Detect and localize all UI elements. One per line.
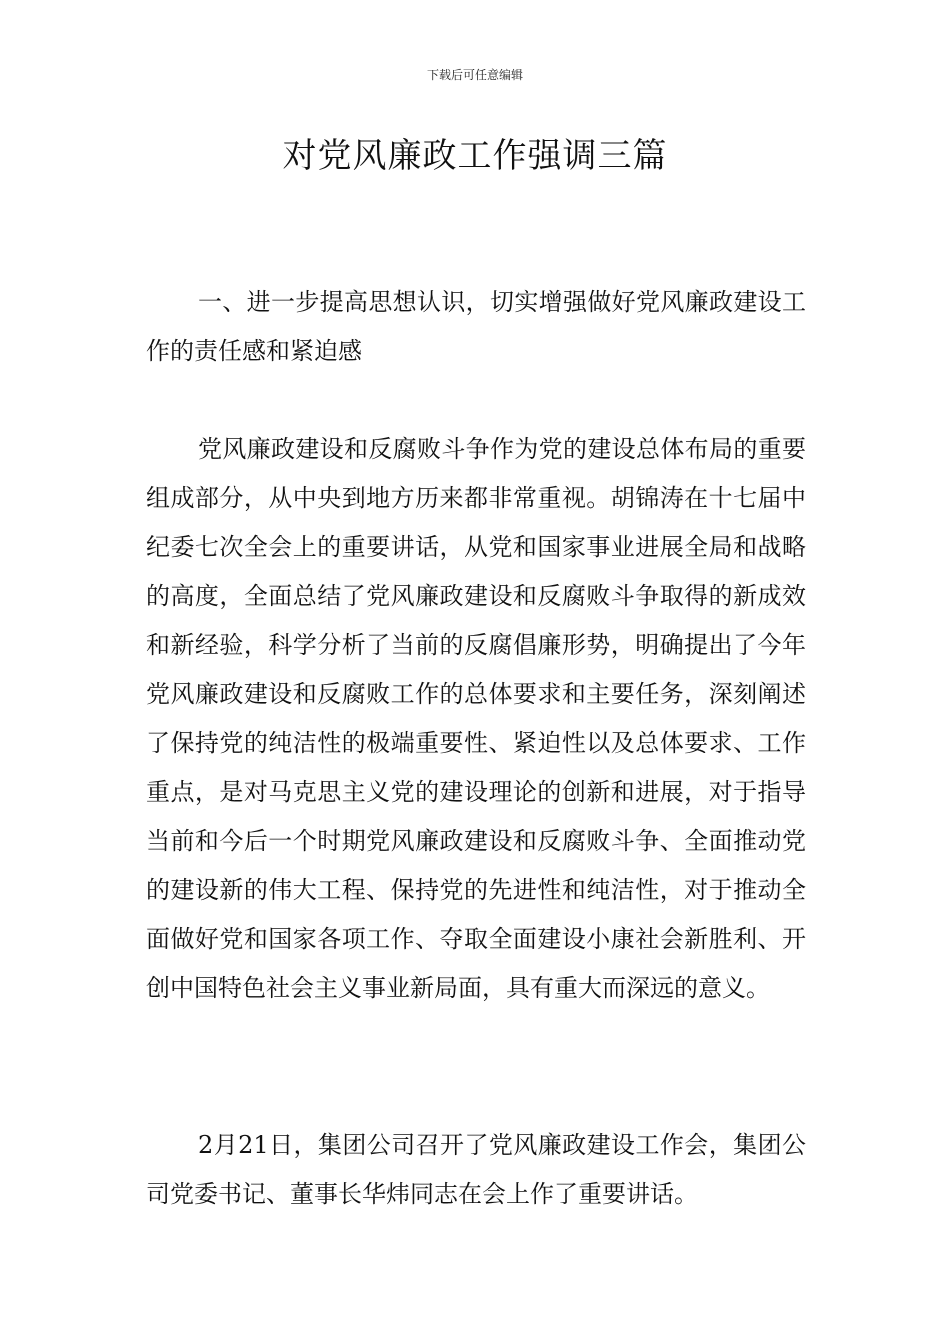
paragraph-body-2: 2月21日，集团公司召开了党风廉政建设工作会，集团公司党委书记、董事长华炜同志在会上作了重要讲话。: [146, 1131, 806, 1208]
document-title: 对党风廉政工作强调三篇: [282, 136, 668, 176]
header-note: 下载后可任意编辑: [426, 68, 523, 82]
paragraph-heading-1: 一、进一步提高思想认识，切实增强做好党风廉政建设工作的责任感和紧迫感: [146, 288, 806, 365]
paragraph-body-1: 党风廉政建设和反腐败斗争作为党的建设总体布局的重要组成部分，从中央到地方历来都非常重视。胡锦涛在十七届中纪委七次全会上的重要讲话，从党和国家事业进展全局和战略的高度，全面总结了党风廉政建设和反腐败斗争取得的新成效和新经验，科学分析了当前的反腐倡廉形势，明确提出了今年党风廉政建设和反腐败工作的总体要求和主要任务，深刻阐述了保持党的纯洁性的极端重要性、紧迫性以及总体要求、工作重点，是对马克思主义党的建设理论的创新和进展，对于指导当前和今后一个时期党风廉政建设和反腐败斗争、全面推动党的建设新的伟大工程、保持党的先进性和纯洁性，对于推动全面做好党和国家各项工作、夺取全面建设小康社会新胜利、开创中国特色社会主义事业新局面，具有重大而深远的意义。: [146, 435, 806, 1002]
